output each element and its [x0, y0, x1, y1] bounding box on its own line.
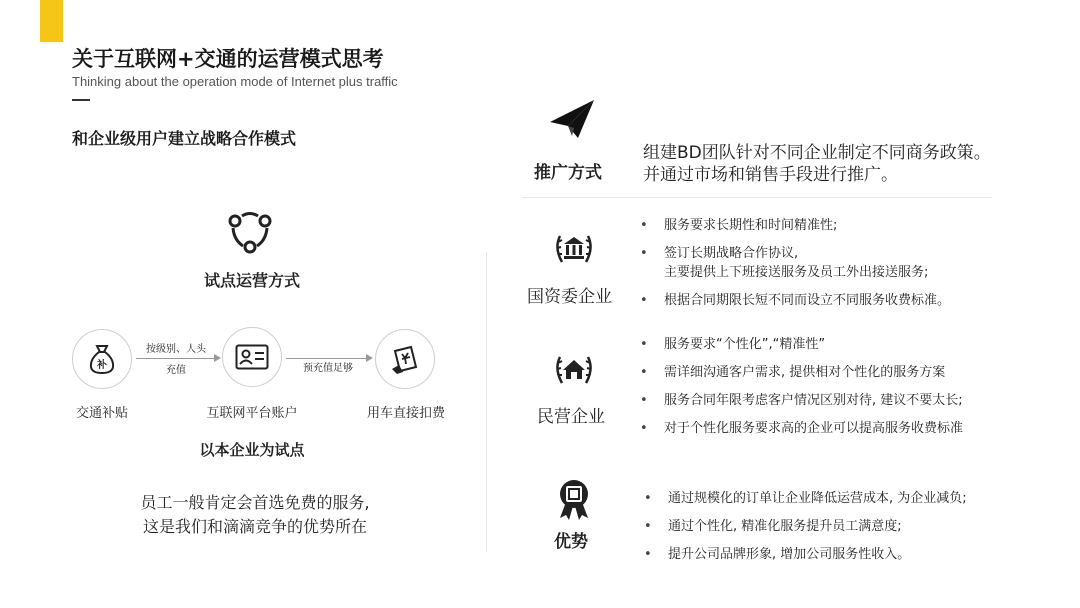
horizontal-divider: [522, 197, 992, 198]
promotion-label: 推广方式: [534, 163, 602, 183]
arrow-label: 充值: [166, 365, 186, 376]
share-network-icon: [226, 207, 274, 255]
house-laurel-icon: [550, 345, 598, 393]
bullet-text: 提升公司品牌形象, 增加公司服务性收入。: [668, 547, 911, 562]
bullet-text: • 签订长期战略合作协议,: [664, 246, 799, 261]
bullet-text: 服务要求长期性和时间精准性;: [664, 218, 838, 233]
list-item: [640, 363, 963, 382]
promotion-text: [643, 142, 991, 186]
title-dash: [72, 99, 90, 101]
category-label-private: 民营企业: [537, 407, 605, 427]
list-item: [644, 545, 967, 564]
list-item: [640, 419, 963, 438]
list-item: [644, 517, 967, 536]
vertical-divider: [486, 252, 487, 552]
bullet-text: 主要提供上下班接送服务及员工外出接送服务;: [664, 265, 929, 280]
paragraph-line: 这是我们和滴滴竞争的优势所在: [142, 517, 367, 536]
page-title: 关于互联网+交通的运营模式思考: [72, 47, 384, 71]
list-item: [640, 335, 963, 354]
paper-plane-icon: [548, 98, 596, 140]
list-item: [640, 216, 950, 235]
bullet-text: 通过个性化, 精准化服务提升员工满意度;: [668, 519, 902, 534]
arrow-label: 预充值足够: [303, 363, 353, 374]
pilot-caption: 以本企业为试点: [199, 441, 305, 459]
flow-arrow-line: [136, 358, 218, 359]
category-label-advantage: 优势: [554, 532, 588, 552]
bullet-list-private: [640, 335, 963, 447]
category-label-soe: 国资委企业: [527, 287, 612, 307]
paragraph-line: 员工一般肯定会首选免费的服务,: [140, 493, 370, 512]
bank-laurel-icon: [550, 224, 598, 272]
bullet-text: 通过规模化的订单让企业降低运营成本, 为企业减负;: [668, 491, 967, 506]
flow-node-label: 用车直接扣费: [366, 406, 445, 421]
flow-node-deduct: [375, 329, 435, 389]
bullet-text: 对于个性化服务要求高的企业可以提高服务收费标准: [664, 421, 964, 436]
money-bag-text: 补: [97, 360, 107, 371]
bullet-text: 根据合同期限长短不同而设立不同服务收费标准。: [664, 293, 951, 308]
advantage-paragraph: [120, 491, 390, 539]
page-subtitle: Thinking about the operation mode of Internet plus traffic: [72, 74, 398, 89]
arrow-label: 按级别、人头: [146, 344, 206, 355]
money-bag-icon: [87, 343, 117, 375]
accent-bar: [40, 0, 63, 42]
receipt-icon: [389, 343, 421, 375]
flow-node-subsidy: [72, 329, 132, 389]
bullet-text: 需详细沟通客户需求, 提供相对个性化的服务方案: [664, 365, 946, 380]
list-item: [640, 244, 950, 282]
pilot-label: 试点运营方式: [203, 271, 300, 290]
bullet-list-advantage: [644, 489, 967, 573]
list-item: [640, 291, 950, 310]
id-card-icon: [235, 344, 269, 370]
flow-node-label: 互联网平台账户: [206, 406, 298, 421]
award-ribbon-icon: [550, 476, 598, 524]
bullet-text: 服务要求“个性化”,“精准性”: [664, 337, 826, 352]
list-item: [644, 489, 967, 508]
promotion-line: 组建BD团队针对不同企业制定不同商务政策。: [643, 143, 991, 163]
bullet-text: 服务合同年限考虑客户情况区别对待, 建议不要太长;: [664, 393, 963, 408]
promotion-line: 并通过市场和销售手段进行推广。: [643, 165, 898, 185]
bullet-list-soe: [640, 216, 950, 319]
list-item: [640, 391, 963, 410]
section-heading: 和企业级用户建立战略合作模式: [72, 129, 297, 148]
flow-node-account: [222, 327, 282, 387]
flow-node-label: 交通补贴: [75, 406, 128, 421]
